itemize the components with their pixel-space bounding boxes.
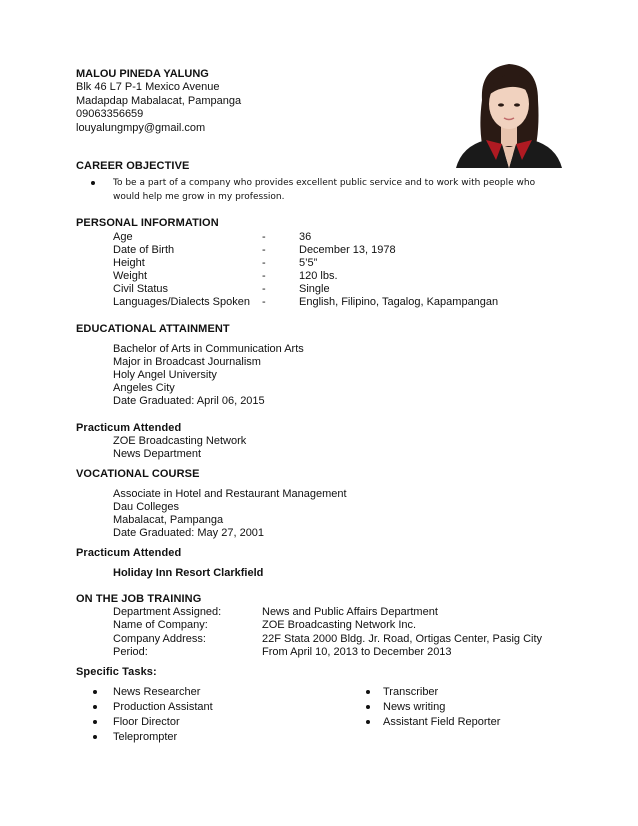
ojt-label-company: Name of Company: [113,619,208,631]
personal-label-dob: Date of Birth [113,244,175,256]
personal-separator: - [262,283,266,295]
personal-value-age: 36 [299,231,312,243]
personal-value-weight: 120 lbs. [299,270,338,282]
career-objective-heading: CAREER OBJECTIVE [76,160,190,172]
applicant-photo [454,60,564,168]
ojt-value-company: ZOE Broadcasting Network Inc. [262,619,417,631]
vocational-heading: VOCATIONAL COURSE [76,468,200,480]
ojt-value-address: 22F Stata 2000 Bldg. Jr. Road, Ortigas Center, Pasig City [262,633,543,645]
phone-number: 09063356659 [76,108,144,120]
email-address: louyalungmpy@gmail.com [76,122,206,134]
education-heading: EDUCATIONAL ATTAINMENT [76,323,230,335]
personal-separator: - [262,270,266,282]
education-line: Bachelor of Arts in Communication Arts [113,343,304,355]
education-line: Angeles City [113,382,175,394]
bullet-icon [93,720,97,724]
task-item: Floor Director [113,716,180,728]
college-practicum-line: ZOE Broadcasting Network [113,435,247,447]
personal-label-age: Age [113,231,133,243]
task-item: News writing [383,701,446,713]
ojt-value-period: From April 10, 2013 to December 2013 [262,646,452,658]
vocational-line: Date Graduated: May 27, 2001 [113,527,265,539]
bullet-icon [93,705,97,709]
address-line-2: Madapdap Mabalacat, Pampanga [76,95,242,107]
ojt-label-address: Company Address: [113,633,206,645]
address-line-1: Blk 46 L7 P-1 Mexico Avenue [76,81,220,93]
personal-separator: - [262,257,266,269]
bullet-icon [366,720,370,724]
career-objective-text: To be a part of a company who provides excellent public service and to work with people who would help me grow in my profession. [113,178,536,202]
task-item: Transcriber [383,686,439,698]
task-item: Teleprompter [113,731,178,743]
personal-label-weight: Weight [113,270,148,282]
personal-separator: - [262,244,266,256]
ojt-label-period: Period: [113,646,148,658]
ojt-label-department: Department Assigned: [113,606,222,618]
vocational-line: Dau Colleges [113,501,180,513]
task-item: News Researcher [113,686,201,698]
personal-info-heading: PERSONAL INFORMATION [76,217,219,229]
bullet-icon [91,181,95,185]
education-line: Date Graduated: April 06, 2015 [113,395,265,407]
education-line: Major in Broadcast Journalism [113,356,261,368]
college-practicum-heading: Practicum Attended [76,422,182,434]
personal-separator: - [262,296,266,308]
task-item: Production Assistant [113,701,213,713]
personal-label-height: Height [113,257,145,269]
ojt-heading: ON THE JOB TRAINING [76,593,202,605]
specific-tasks-heading: Specific Tasks: [76,666,157,678]
personal-value-languages: English, Filipino, Tagalog, Kapampangan [299,296,499,308]
bullet-icon [93,735,97,739]
applicant-name: MALOU PINEDA YALUNG [76,68,209,80]
personal-value-civil-status: Single [299,283,330,295]
personal-label-languages: Languages/Dialects Spoken [113,296,250,308]
vocational-line: Mabalacat, Pampanga [113,514,224,526]
personal-separator: - [262,231,266,243]
vocational-line: Associate in Hotel and Restaurant Management [113,488,347,500]
education-line: Holy Angel University [113,369,217,381]
personal-label-civil-status: Civil Status [113,283,169,295]
bullet-icon [366,705,370,709]
personal-value-dob: December 13, 1978 [299,244,396,256]
bullet-icon [93,690,97,694]
college-practicum-line: News Department [113,448,202,460]
vocational-practicum-heading: Practicum Attended [76,547,182,559]
bullet-icon [366,690,370,694]
ojt-value-department: News and Public Affairs Department [262,606,438,618]
vocational-practicum-place: Holiday Inn Resort Clarkfield [113,567,264,579]
personal-value-height: 5’5” [299,257,318,269]
task-item: Assistant Field Reporter [383,716,501,728]
